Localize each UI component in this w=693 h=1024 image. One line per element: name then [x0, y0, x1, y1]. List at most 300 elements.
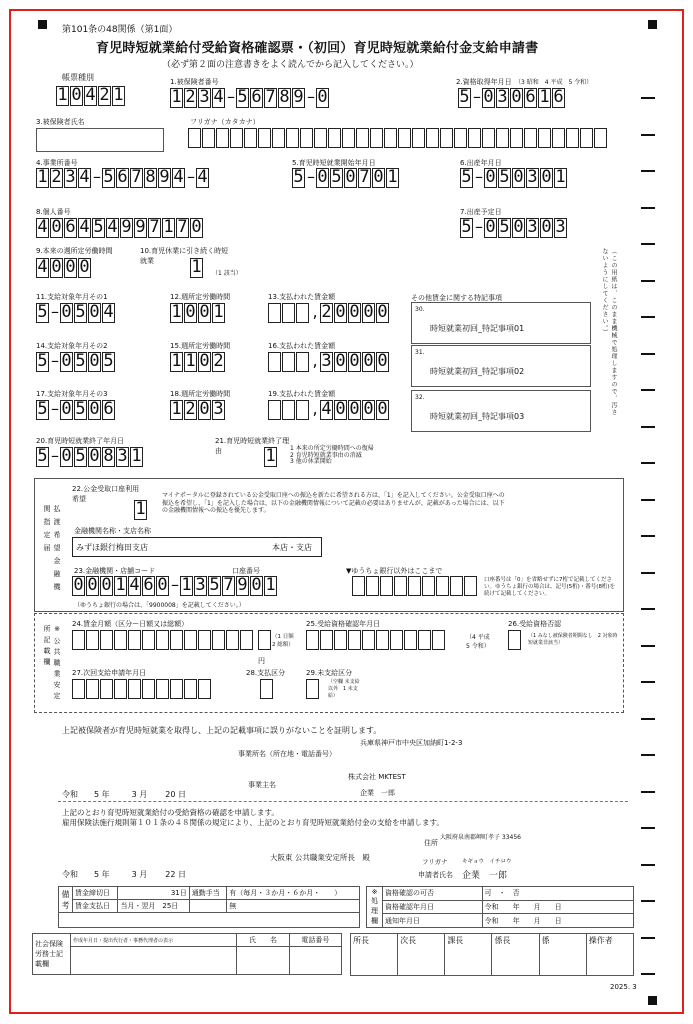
empty-box[interactable] [128, 679, 141, 699]
digit-box[interactable]: 1 [265, 576, 276, 595]
digit-box[interactable]: 1 [171, 303, 182, 322]
empty-box[interactable] [380, 576, 393, 596]
empty-box[interactable] [216, 128, 229, 148]
digit-box[interactable] [296, 303, 309, 323]
insured-name-field[interactable] [36, 128, 164, 152]
empty-box[interactable] [100, 679, 113, 699]
digit-box[interactable]: 3 [527, 218, 538, 237]
digit-box[interactable]: 4 [321, 400, 332, 419]
empty-box[interactable] [114, 630, 127, 650]
empty-box[interactable] [376, 630, 389, 650]
digit-box[interactable]: 9 [159, 168, 170, 187]
digit-box[interactable]: 3 [527, 168, 538, 187]
registration-mark [648, 20, 657, 29]
empty-box[interactable] [352, 576, 365, 596]
digit-box[interactable]: 0 [349, 400, 360, 419]
yen-label: 円 [258, 657, 265, 665]
unpaid-box[interactable] [306, 679, 320, 699]
digit-box[interactable]: 5 [209, 576, 220, 595]
digit-box[interactable]: 0 [89, 352, 100, 371]
digit-box[interactable]: 9 [135, 218, 146, 237]
empty-box[interactable] [314, 128, 327, 148]
wage-month-label: 24.賃金月額（区分ー日額又は総額） [72, 620, 189, 628]
digit-box[interactable]: 0 [199, 352, 210, 371]
era: 令和 [62, 870, 78, 879]
digit-box[interactable]: 0 [363, 400, 374, 419]
digit-box[interactable]: 2 [51, 168, 62, 187]
digit-box[interactable]: 1 [171, 400, 182, 419]
digit-box[interactable] [282, 400, 295, 420]
empty-box[interactable] [594, 128, 607, 148]
empty-box[interactable] [244, 128, 257, 148]
digit-box[interactable]: 8 [279, 88, 290, 107]
digit-box[interactable]: 3 [195, 576, 206, 595]
digit-box[interactable]: 0 [335, 303, 346, 322]
digit-box[interactable]: 4 [213, 88, 224, 107]
digit-box[interactable]: 0 [335, 352, 346, 371]
digit-box[interactable]: 0 [363, 352, 374, 371]
digit-box[interactable]: 1 [181, 576, 192, 595]
empty-box[interactable] [170, 630, 183, 650]
empty-box[interactable] [212, 630, 225, 650]
digit-box[interactable]: 1 [387, 168, 398, 187]
empty-box[interactable] [342, 128, 355, 148]
empty-box[interactable] [366, 576, 379, 596]
digit-box[interactable]: 1 [113, 86, 124, 105]
end-reason-box[interactable] [264, 447, 278, 467]
address-label: 住所 [424, 839, 438, 847]
digit-box[interactable]: 4 [197, 168, 208, 187]
application-text-2: 雇用保険法施行規則第１０１条の４８関係の規定により、上記のとおり育児時短就業給付金の支給を申請します。 [62, 818, 444, 827]
digit-box[interactable]: 0 [541, 168, 552, 187]
insured-number-boxes[interactable] [170, 88, 330, 108]
form-type-boxes[interactable] [56, 86, 126, 106]
unpaid-label: 29.未支給区分 [306, 669, 353, 677]
wage-type-box[interactable] [258, 630, 272, 650]
digit-box[interactable]: 5 [37, 400, 48, 419]
empty-box[interactable] [454, 128, 467, 148]
bank-extra-boxes[interactable] [352, 576, 478, 596]
continue-leave-label: 10.育児休業に引き続く時短就業 [140, 247, 229, 265]
empty-box[interactable] [334, 630, 347, 650]
empty-box[interactable] [370, 128, 383, 148]
digit-box[interactable]: 4 [37, 258, 48, 277]
digit-box[interactable]: 0 [377, 352, 388, 371]
empty-box[interactable] [100, 630, 113, 650]
digit-box[interactable]: 0 [513, 168, 524, 187]
empty-box[interactable] [552, 128, 565, 148]
yucho-note: ▼ゆうちょ銀行以外はここまで [346, 567, 443, 575]
empty-box[interactable] [86, 630, 99, 650]
empty-box[interactable] [422, 576, 435, 596]
confirm-date-boxes[interactable] [306, 630, 446, 650]
period-hours-boxes[interactable] [170, 352, 226, 372]
next-date-boxes[interactable] [72, 679, 212, 699]
empty-box[interactable] [412, 128, 425, 148]
empty-box[interactable] [362, 630, 375, 650]
digit-box[interactable]: 0 [89, 447, 100, 466]
digit-box[interactable]: 0 [185, 303, 196, 322]
digit-box[interactable]: 1 [185, 352, 196, 371]
digit-box[interactable]: 5 [75, 447, 86, 466]
empty-box[interactable] [320, 630, 333, 650]
digit-box[interactable]: 4 [103, 303, 114, 322]
digit-box[interactable]: 5 [75, 352, 86, 371]
digit-box[interactable]: 1 [539, 88, 550, 107]
weekly-hours-boxes[interactable] [36, 258, 92, 278]
alignment-tick [641, 426, 655, 428]
digit-box[interactable]: 0 [373, 168, 384, 187]
birth-date-boxes[interactable] [460, 168, 568, 188]
digit-box[interactable]: 1 [171, 88, 182, 107]
empty-box[interactable] [566, 128, 579, 148]
digit-box[interactable]: 0 [71, 86, 82, 105]
empty-box[interactable] [230, 128, 243, 148]
month: 3 [131, 790, 137, 799]
empty-box[interactable] [468, 128, 481, 148]
closing-day-value: 31日 [118, 887, 189, 900]
digit-box[interactable] [282, 303, 295, 323]
period-date-boxes[interactable] [36, 352, 116, 372]
empty-box[interactable] [202, 128, 215, 148]
empty-box[interactable] [240, 630, 253, 650]
period-hours-boxes[interactable] [170, 400, 226, 420]
digit-box[interactable]: 2 [185, 400, 196, 419]
digit-box[interactable]: 0 [349, 352, 360, 371]
digit-box[interactable]: 5 [93, 218, 104, 237]
digit-box[interactable]: 0 [541, 218, 552, 237]
empty-box[interactable] [156, 630, 169, 650]
weekly-hours-label: 9.本来の週所定労働時間 [36, 247, 113, 255]
digit-box[interactable]: 7 [131, 168, 142, 187]
digit-box[interactable] [296, 400, 309, 420]
kana-boxes[interactable] [188, 128, 608, 148]
empty-box[interactable] [142, 679, 155, 699]
digit-box[interactable]: 0 [79, 258, 90, 277]
special-note-box[interactable] [411, 302, 591, 344]
empty-box[interactable] [538, 128, 551, 148]
alignment-tick [641, 316, 655, 318]
digit-box[interactable]: 5 [459, 88, 470, 107]
digit-box[interactable] [282, 352, 295, 372]
digit-box[interactable]: 0 [317, 88, 328, 107]
digit-box[interactable]: 0 [101, 576, 112, 595]
digit-box[interactable]: 2 [185, 88, 196, 107]
empty-box[interactable] [482, 128, 495, 148]
digit-box[interactable]: 5 [75, 400, 86, 419]
digit-box[interactable]: 0 [87, 576, 98, 595]
empty-box[interactable] [170, 679, 183, 699]
empty-box[interactable] [384, 128, 397, 148]
empty-box[interactable] [510, 128, 523, 148]
digit-box[interactable]: 0 [363, 303, 374, 322]
alignment-tick [641, 681, 655, 683]
digit-box[interactable]: 1 [57, 86, 68, 105]
digit-box[interactable]: 4 [79, 168, 90, 187]
digit-box[interactable]: 9 [121, 218, 132, 237]
digit-box[interactable]: 0 [345, 168, 356, 187]
digit-box[interactable]: 0 [61, 447, 72, 466]
separator: – [475, 167, 483, 186]
digit-box[interactable]: 1 [265, 447, 276, 466]
alignment-tick [641, 499, 655, 501]
period-wage-boxes[interactable]: , 2 0 0 0 0 [268, 303, 390, 323]
digit-box[interactable]: 0 [73, 576, 84, 595]
digit-box[interactable]: 0 [157, 576, 168, 595]
qualification-date-boxes[interactable] [458, 88, 566, 108]
special-note-number: 31. [415, 349, 425, 356]
empty-box[interactable] [258, 128, 271, 148]
empty-box[interactable] [286, 128, 299, 148]
period-wage-label: 16.支払われた賃金額 [268, 342, 336, 350]
empty-box[interactable] [524, 128, 537, 148]
digit-box[interactable]: 0 [335, 400, 346, 419]
alignment-tick [641, 572, 655, 574]
separator: – [51, 351, 59, 370]
digit-box[interactable]: 0 [51, 258, 62, 277]
digit-box[interactable]: 1 [213, 303, 224, 322]
start-date-boxes[interactable] [292, 168, 400, 188]
digit-box[interactable]: 2 [321, 303, 332, 322]
digit-box[interactable] [268, 352, 281, 372]
empty-box[interactable] [440, 128, 453, 148]
empty-box[interactable] [496, 128, 509, 148]
digit-box[interactable]: 3 [497, 88, 508, 107]
period-hours-label: 18.週所定労働時間 [170, 390, 231, 398]
empty-box[interactable] [580, 128, 593, 148]
digit-box[interactable]: 5 [37, 447, 48, 466]
digit-box[interactable]: 6 [553, 88, 564, 107]
wage-month-boxes[interactable] [72, 630, 254, 650]
empty-box[interactable] [426, 128, 439, 148]
empty-box[interactable] [356, 128, 369, 148]
period-wage-boxes[interactable]: , 3 0 0 0 0 [268, 352, 390, 372]
month-unit: 月 [139, 870, 148, 879]
continue-leave-box[interactable] [190, 258, 204, 278]
digit-box[interactable]: 4 [129, 576, 140, 595]
digit-box[interactable] [296, 352, 309, 372]
digit-box[interactable]: 0 [199, 303, 210, 322]
empty-box[interactable] [198, 679, 211, 699]
empty-box[interactable] [258, 630, 271, 650]
empty-box[interactable] [348, 630, 361, 650]
digit-box[interactable]: 5 [237, 88, 248, 107]
digit-box[interactable]: 3 [321, 352, 332, 371]
digit-box[interactable]: 4 [173, 168, 184, 187]
empty-box[interactable] [72, 630, 85, 650]
public-account-box[interactable] [134, 500, 148, 520]
empty-box[interactable] [436, 576, 449, 596]
empty-box[interactable] [432, 630, 445, 650]
digit-box[interactable]: 0 [65, 258, 76, 277]
empty-box[interactable] [450, 576, 463, 596]
empty-box[interactable] [72, 679, 85, 699]
digit-box[interactable]: 3 [65, 168, 76, 187]
period-wage-boxes[interactable]: , 4 0 0 0 0 [268, 400, 390, 420]
remarks-label: 備考 [59, 887, 73, 913]
empty-box[interactable] [128, 630, 141, 650]
digit-box[interactable]: 3 [213, 400, 224, 419]
digit-box[interactable]: 7 [265, 88, 276, 107]
digit-box[interactable]: 3 [555, 218, 566, 237]
alignment-tick [641, 353, 655, 355]
empty-box[interactable] [86, 679, 99, 699]
digit-box[interactable]: 7 [359, 168, 370, 187]
personal-number-boxes[interactable] [36, 218, 204, 238]
pay-day-value: 当月・翌月 25日 [118, 900, 189, 913]
labor-label: 社会保険労務士記載欄 [33, 934, 71, 975]
digit-box[interactable]: 0 [61, 352, 72, 371]
empty-box[interactable] [300, 128, 313, 148]
digit-box[interactable]: 4 [79, 218, 90, 237]
office-number-label: 4.事業所番号 [36, 159, 78, 167]
empty-box[interactable] [184, 630, 197, 650]
empty-box[interactable] [390, 630, 403, 650]
digit-box[interactable]: 1 [115, 576, 126, 595]
digit-box[interactable]: 2 [99, 86, 110, 105]
period-hours-boxes[interactable] [170, 303, 226, 323]
period-date-boxes[interactable] [36, 400, 116, 420]
empty-box[interactable] [306, 679, 319, 699]
digit-box[interactable]: 1 [131, 447, 142, 466]
digit-box[interactable]: 5 [103, 352, 114, 371]
yucho-footer: （ゆうちょ銀行の場合は、「9900008」を記載してください。） [74, 602, 245, 609]
special-note-box[interactable] [411, 345, 591, 387]
digit-box[interactable]: 1 [37, 168, 48, 187]
digit-box[interactable]: 0 [61, 303, 72, 322]
personal-number-label: 8.個人番号 [36, 208, 71, 216]
digit-box[interactable]: 0 [89, 400, 100, 419]
digit-box[interactable]: 5 [103, 168, 114, 187]
empty-box[interactable] [272, 128, 285, 148]
digit-box[interactable]: 3 [117, 447, 128, 466]
notify-date-value: 令和 年 月 日 [482, 914, 633, 928]
alignment-tick [641, 718, 655, 720]
digit-box[interactable]: 6 [525, 88, 536, 107]
digit-box[interactable]: 1 [191, 258, 202, 277]
digit-box[interactable]: 0 [485, 168, 496, 187]
confirm-era-note: （4 平成 5 令和） [466, 634, 496, 650]
alignment-tick [641, 827, 655, 829]
empty-box[interactable] [188, 128, 201, 148]
digit-box[interactable]: 1 [555, 168, 566, 187]
digit-box[interactable]: 0 [251, 576, 262, 595]
digit-box[interactable]: 5 [461, 168, 472, 187]
digit-box[interactable]: 0 [199, 400, 210, 419]
digit-box[interactable]: 6 [117, 168, 128, 187]
digit-box[interactable]: 8 [145, 168, 156, 187]
digit-box[interactable]: 6 [103, 400, 114, 419]
digit-box[interactable]: 5 [37, 352, 48, 371]
period-date-boxes[interactable] [36, 303, 116, 323]
digit-box[interactable]: 5 [37, 303, 48, 322]
stamp-cell: 操作者 [586, 934, 633, 976]
digit-box[interactable]: 0 [349, 303, 360, 322]
digit-box[interactable]: 0 [511, 88, 522, 107]
empty-box[interactable] [398, 128, 411, 148]
empty-box[interactable] [156, 679, 169, 699]
empty-box[interactable] [198, 630, 211, 650]
digit-box[interactable]: 7 [149, 218, 160, 237]
registration-mark [38, 20, 47, 29]
bank-code-boxes[interactable] [72, 576, 278, 596]
digit-box[interactable]: 0 [377, 400, 388, 419]
digit-box[interactable]: 7 [177, 218, 188, 237]
empty-box[interactable] [226, 630, 239, 650]
digit-box[interactable]: 9 [237, 576, 248, 595]
empty-box[interactable] [306, 630, 319, 650]
empty-box[interactable] [464, 576, 477, 596]
digit-box[interactable]: 0 [485, 218, 496, 237]
digit-box[interactable]: 0 [317, 168, 328, 187]
end-date-boxes[interactable] [36, 447, 144, 467]
empty-box[interactable] [404, 630, 417, 650]
alignment-tick [641, 280, 655, 282]
digit-box[interactable]: 3 [199, 88, 210, 107]
due-date-boxes[interactable] [460, 218, 568, 238]
digit-box[interactable]: 0 [61, 400, 72, 419]
digit-box[interactable]: 7 [223, 576, 234, 595]
digit-box[interactable]: 0 [191, 218, 202, 237]
continue-leave-note: （1 該当） [212, 270, 242, 277]
digit-box[interactable]: 5 [499, 218, 510, 237]
applicant-address: 大阪府泉南郡岬町孝子 33456 [440, 834, 521, 841]
empty-box[interactable] [260, 679, 273, 699]
digit-box[interactable]: 5 [499, 168, 510, 187]
digit-box[interactable]: 0 [89, 303, 100, 322]
digit-box[interactable]: 6 [65, 218, 76, 237]
digit-box[interactable]: 9 [293, 88, 304, 107]
digit-box[interactable]: 1 [163, 218, 174, 237]
empty-box[interactable] [394, 576, 407, 596]
empty-box[interactable] [184, 679, 197, 699]
denial-box[interactable] [508, 630, 522, 650]
digit-box[interactable]: 5 [293, 168, 304, 187]
digit-box[interactable]: 0 [483, 88, 494, 107]
empty-box[interactable] [328, 128, 341, 148]
digit-box[interactable]: 1 [135, 500, 146, 519]
digit-box[interactable]: 5 [75, 303, 86, 322]
empty-box[interactable] [142, 630, 155, 650]
digit-box[interactable] [268, 400, 281, 420]
digit-box[interactable]: 0 [51, 218, 62, 237]
digit-box[interactable]: 4 [37, 218, 48, 237]
empty-box[interactable] [418, 630, 431, 650]
due-date-label: 7.出産予定日 [460, 208, 502, 216]
digit-box[interactable]: 6 [143, 576, 154, 595]
digit-box[interactable]: 4 [107, 218, 118, 237]
period-hours-label: 15.週所定労働時間 [170, 342, 231, 350]
special-note-box[interactable] [411, 390, 591, 432]
closing-day-label: 賃金締切日 [73, 887, 118, 900]
digit-box[interactable]: 0 [513, 218, 524, 237]
digit-box[interactable]: 5 [461, 218, 472, 237]
digit-box[interactable]: 5 [331, 168, 342, 187]
digit-box[interactable]: 8 [103, 447, 114, 466]
digit-box[interactable]: 6 [251, 88, 262, 107]
digit-box[interactable]: 0 [377, 303, 388, 322]
digit-box[interactable]: 1 [171, 352, 182, 371]
pay-class-box[interactable] [260, 679, 274, 699]
empty-box[interactable] [508, 630, 521, 650]
digit-box[interactable] [268, 303, 281, 323]
digit-box[interactable]: 4 [85, 86, 96, 105]
empty-box[interactable] [114, 679, 127, 699]
empty-box[interactable] [408, 576, 421, 596]
office-number-boxes[interactable] [36, 168, 210, 188]
digit-box[interactable]: 2 [213, 352, 224, 371]
account-number-label: 口座番号 [232, 567, 260, 575]
